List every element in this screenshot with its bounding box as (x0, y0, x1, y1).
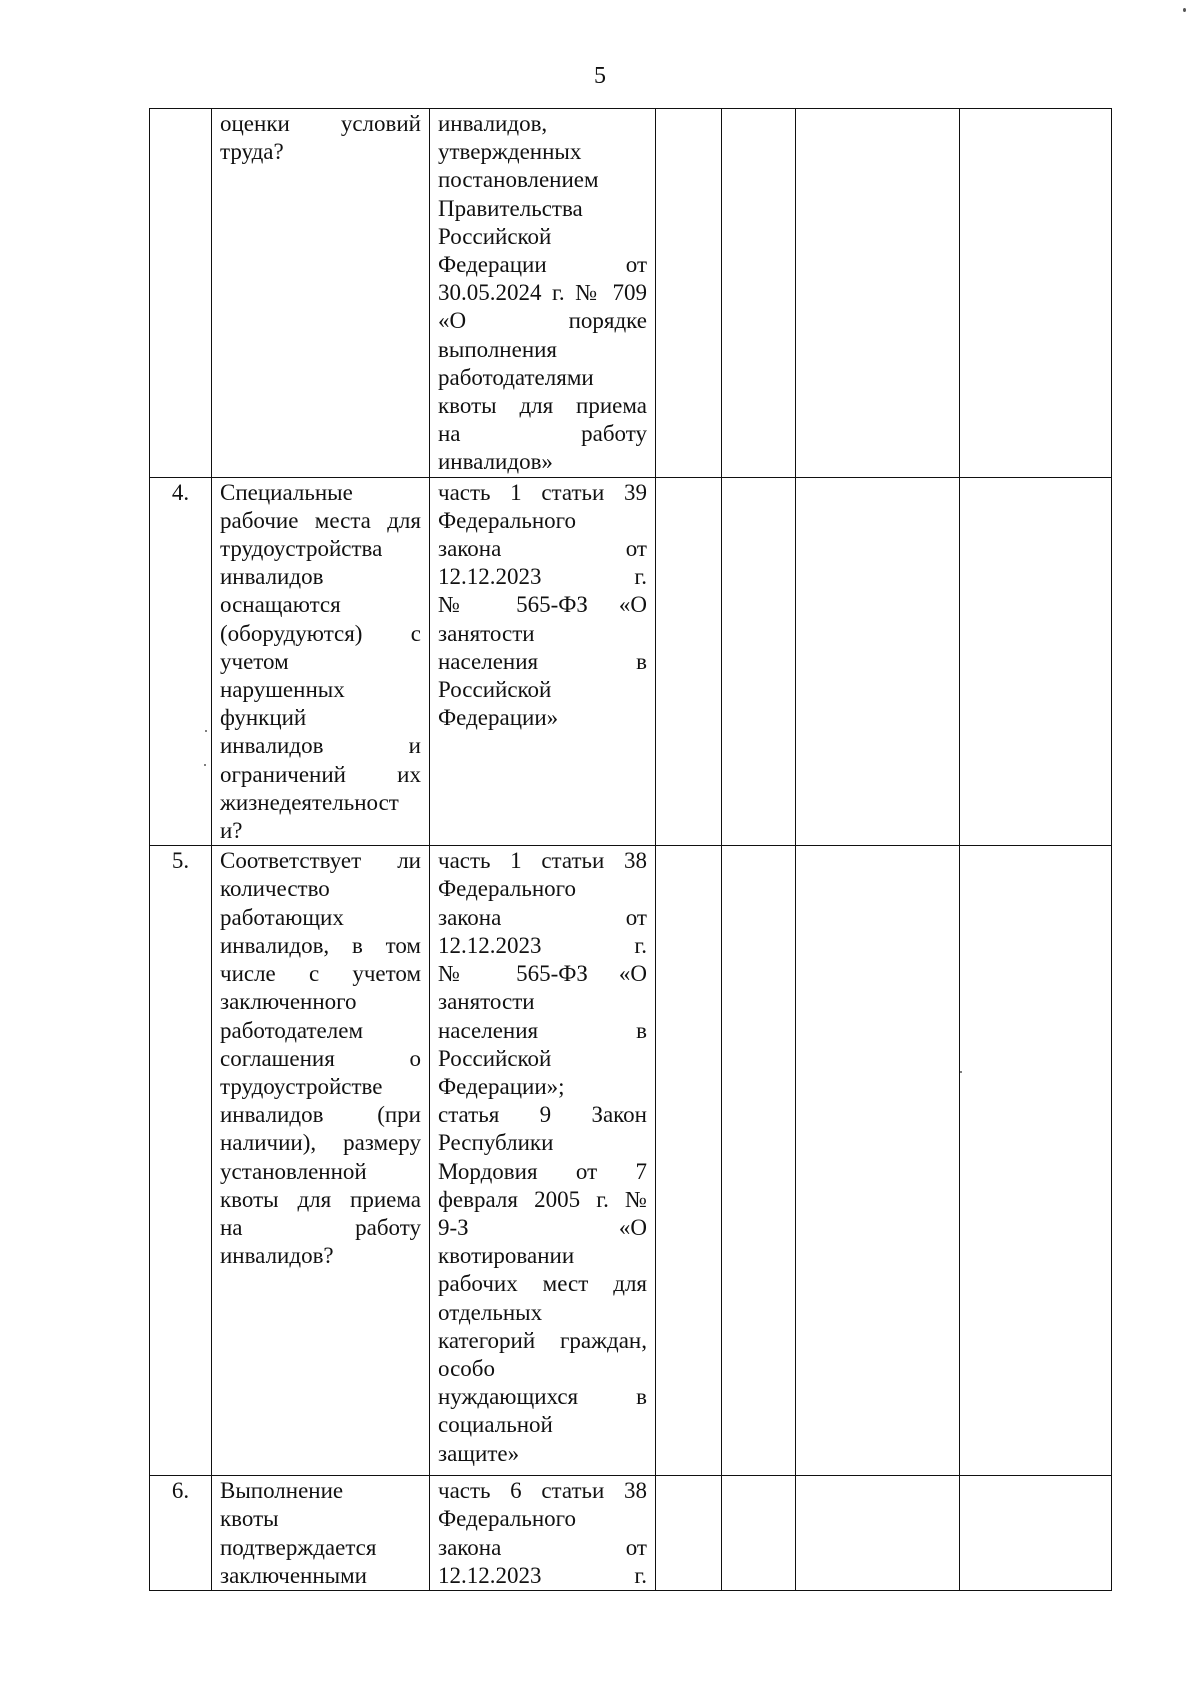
legal-basis-cell (430, 109, 656, 478)
question-text-line: инвалидов (при (220, 1102, 421, 1128)
legal-basis-text-line: Федерации»; (438, 1073, 565, 1099)
empty-answer-cell (960, 1476, 1112, 1591)
question-cell (212, 109, 430, 478)
question-text-line: рабочие места для (220, 507, 421, 533)
row-number-cell: 6. (150, 1476, 212, 1591)
legal-basis-text-line: статья 9 Закон (438, 1102, 647, 1128)
legal-basis-text-line: № 565-ФЗ «О (438, 592, 647, 618)
row-number-cell: 4. (150, 477, 212, 846)
legal-basis-text-line: Федерального (438, 507, 577, 533)
question-text-line: наличии), размеру (220, 1130, 421, 1156)
empty-answer-cell (960, 477, 1112, 846)
legal-basis-cell (430, 846, 656, 1476)
legal-basis-text-line: квоты для приема (438, 393, 647, 419)
legal-basis-text-line: защите» (438, 1440, 520, 1466)
legal-basis-text-line: нуждающихся в (438, 1384, 647, 1410)
question-text-line: трудоустройства (220, 536, 383, 562)
empty-answer-cell (722, 1476, 796, 1591)
empty-answer-cell (656, 109, 722, 478)
legal-basis-text-line: Российской (438, 223, 552, 249)
question-text-line: установленной (220, 1158, 367, 1184)
question-text-line: и? (220, 818, 243, 844)
legal-basis-text-line: 9-З «О (438, 1214, 647, 1240)
checklist-table (149, 108, 1112, 1591)
legal-basis-text-line: Правительства (438, 195, 583, 221)
legal-basis-text-line: 12.12.2023 г. (438, 1562, 647, 1588)
empty-answer-cell (796, 477, 960, 846)
question-text-line: трудоустройстве (220, 1073, 383, 1099)
legal-basis-text-line: Федерации от (438, 252, 647, 278)
legal-basis-text-line: 30.05.2024 г. № 709 (438, 280, 647, 306)
checklist-table-body (150, 109, 1112, 1591)
legal-basis-text-line: работодателями (438, 364, 594, 390)
question-text-line: ограничений их (220, 761, 421, 787)
question-text-line: жизнедеятельност (220, 789, 399, 815)
legal-basis-text-line: закона от (438, 904, 647, 930)
page-number: 5 (594, 63, 606, 89)
empty-answer-cell (796, 1476, 960, 1591)
question-text-line: (оборудуются) с (220, 620, 421, 646)
legal-basis-text-line: инвалидов, (438, 111, 548, 136)
legal-basis-text-line: категорий граждан, (438, 1327, 647, 1353)
question-text-line: инвалидов, в том (220, 932, 421, 958)
question-text-line: квоты для приема (220, 1186, 421, 1212)
legal-basis-text-line: Федерации» (438, 705, 559, 731)
empty-answer-cell (722, 477, 796, 846)
question-text-line: оснащаются (220, 592, 341, 618)
legal-basis-text-line: Федерального (438, 876, 577, 902)
table-row (150, 477, 1112, 846)
legal-basis-text-line: инвалидов» (438, 449, 553, 475)
legal-basis-text-line: Федерального (438, 1506, 577, 1532)
legal-basis-text-line: часть 1 статьи 38 (438, 848, 647, 874)
row-number-cell: 5. (150, 846, 212, 1476)
table-row (150, 846, 1112, 1476)
question-text-line: на работу (220, 1214, 421, 1240)
legal-basis-text-line: занятости (438, 989, 535, 1015)
empty-answer-cell (960, 109, 1112, 478)
legal-basis-text-line: Республики (438, 1130, 554, 1156)
question-text-line: оценки условий (220, 111, 421, 136)
legal-basis-text-line: квотировании (438, 1243, 575, 1269)
question-text-line: заключенными (220, 1562, 367, 1588)
question-text-line: соглашения о (220, 1045, 421, 1071)
question-text-line: заключенного (220, 989, 357, 1015)
scan-speck (960, 1071, 962, 1073)
legal-basis-text-line: закона от (438, 1534, 647, 1560)
question-text-line: труда? (220, 139, 284, 165)
legal-basis-text-line: февраля 2005 г. № (438, 1186, 647, 1212)
legal-basis-text-line: Мордовия от 7 (438, 1158, 647, 1184)
empty-answer-cell (722, 846, 796, 1476)
table-row (150, 1476, 1112, 1591)
legal-basis-text-line: социальной (438, 1412, 553, 1438)
empty-answer-cell (656, 846, 722, 1476)
legal-basis-text-line: 12.12.2023 г. (438, 564, 647, 590)
legal-basis-text-line: № 565-ФЗ «О (438, 961, 647, 987)
empty-answer-cell (796, 846, 960, 1476)
question-cell (212, 846, 430, 1476)
legal-basis-cell (430, 477, 656, 846)
question-cell (212, 477, 430, 846)
question-text-line: подтверждается (220, 1534, 377, 1560)
question-text-line: инвалидов и (220, 733, 421, 759)
question-cell (212, 1476, 430, 1591)
table-row (150, 109, 1112, 478)
question-text-line: количество (220, 876, 330, 902)
question-text-line: работодателем (220, 1017, 364, 1043)
question-text-line: квоты (220, 1506, 279, 1532)
question-text-line: Специальные (220, 479, 353, 505)
legal-basis-text-line: утвержденных (438, 139, 582, 165)
legal-basis-text-line: 12.12.2023 г. (438, 932, 647, 958)
question-text-line: числе с учетом (220, 961, 421, 987)
legal-basis-text-line: часть 6 статьи 38 (438, 1478, 647, 1504)
legal-basis-text-line: на работу (438, 421, 647, 447)
legal-basis-text-line: постановлением (438, 167, 599, 193)
empty-answer-cell (722, 109, 796, 478)
question-text-line: инвалидов? (220, 1243, 334, 1269)
scan-speck (204, 764, 206, 766)
legal-basis-cell (430, 1476, 656, 1591)
legal-basis-text-line: рабочих мест для (438, 1271, 647, 1297)
question-text-line: Выполнение (220, 1478, 344, 1504)
legal-basis-text-line: Российской (438, 677, 552, 703)
empty-answer-cell (960, 846, 1112, 1476)
legal-basis-text-line: занятости (438, 620, 535, 646)
legal-basis-text-line: Российской (438, 1045, 552, 1071)
legal-basis-text-line: населения в (438, 648, 647, 674)
legal-basis-text-line: выполнения (438, 336, 558, 362)
row-number-cell (150, 109, 212, 478)
question-text-line: нарушенных (220, 677, 345, 703)
empty-answer-cell (796, 109, 960, 478)
legal-basis-text-line: населения в (438, 1017, 647, 1043)
question-text-line: работающих (220, 904, 344, 930)
question-text-line: инвалидов (220, 564, 324, 590)
legal-basis-text-line: часть 1 статьи 39 (438, 479, 647, 505)
scan-speck (205, 730, 207, 732)
question-text-line: функций (220, 705, 307, 731)
question-text-line: Соответствует ли (220, 848, 421, 874)
question-text-line: учетом (220, 648, 289, 674)
legal-basis-text-line: «О порядке (438, 308, 647, 334)
scan-speck (1183, 8, 1186, 12)
legal-basis-text-line: отдельных (438, 1299, 543, 1325)
legal-basis-text-line: закона от (438, 536, 647, 562)
empty-answer-cell (656, 1476, 722, 1591)
empty-answer-cell (656, 477, 722, 846)
legal-basis-text-line: особо (438, 1355, 495, 1381)
